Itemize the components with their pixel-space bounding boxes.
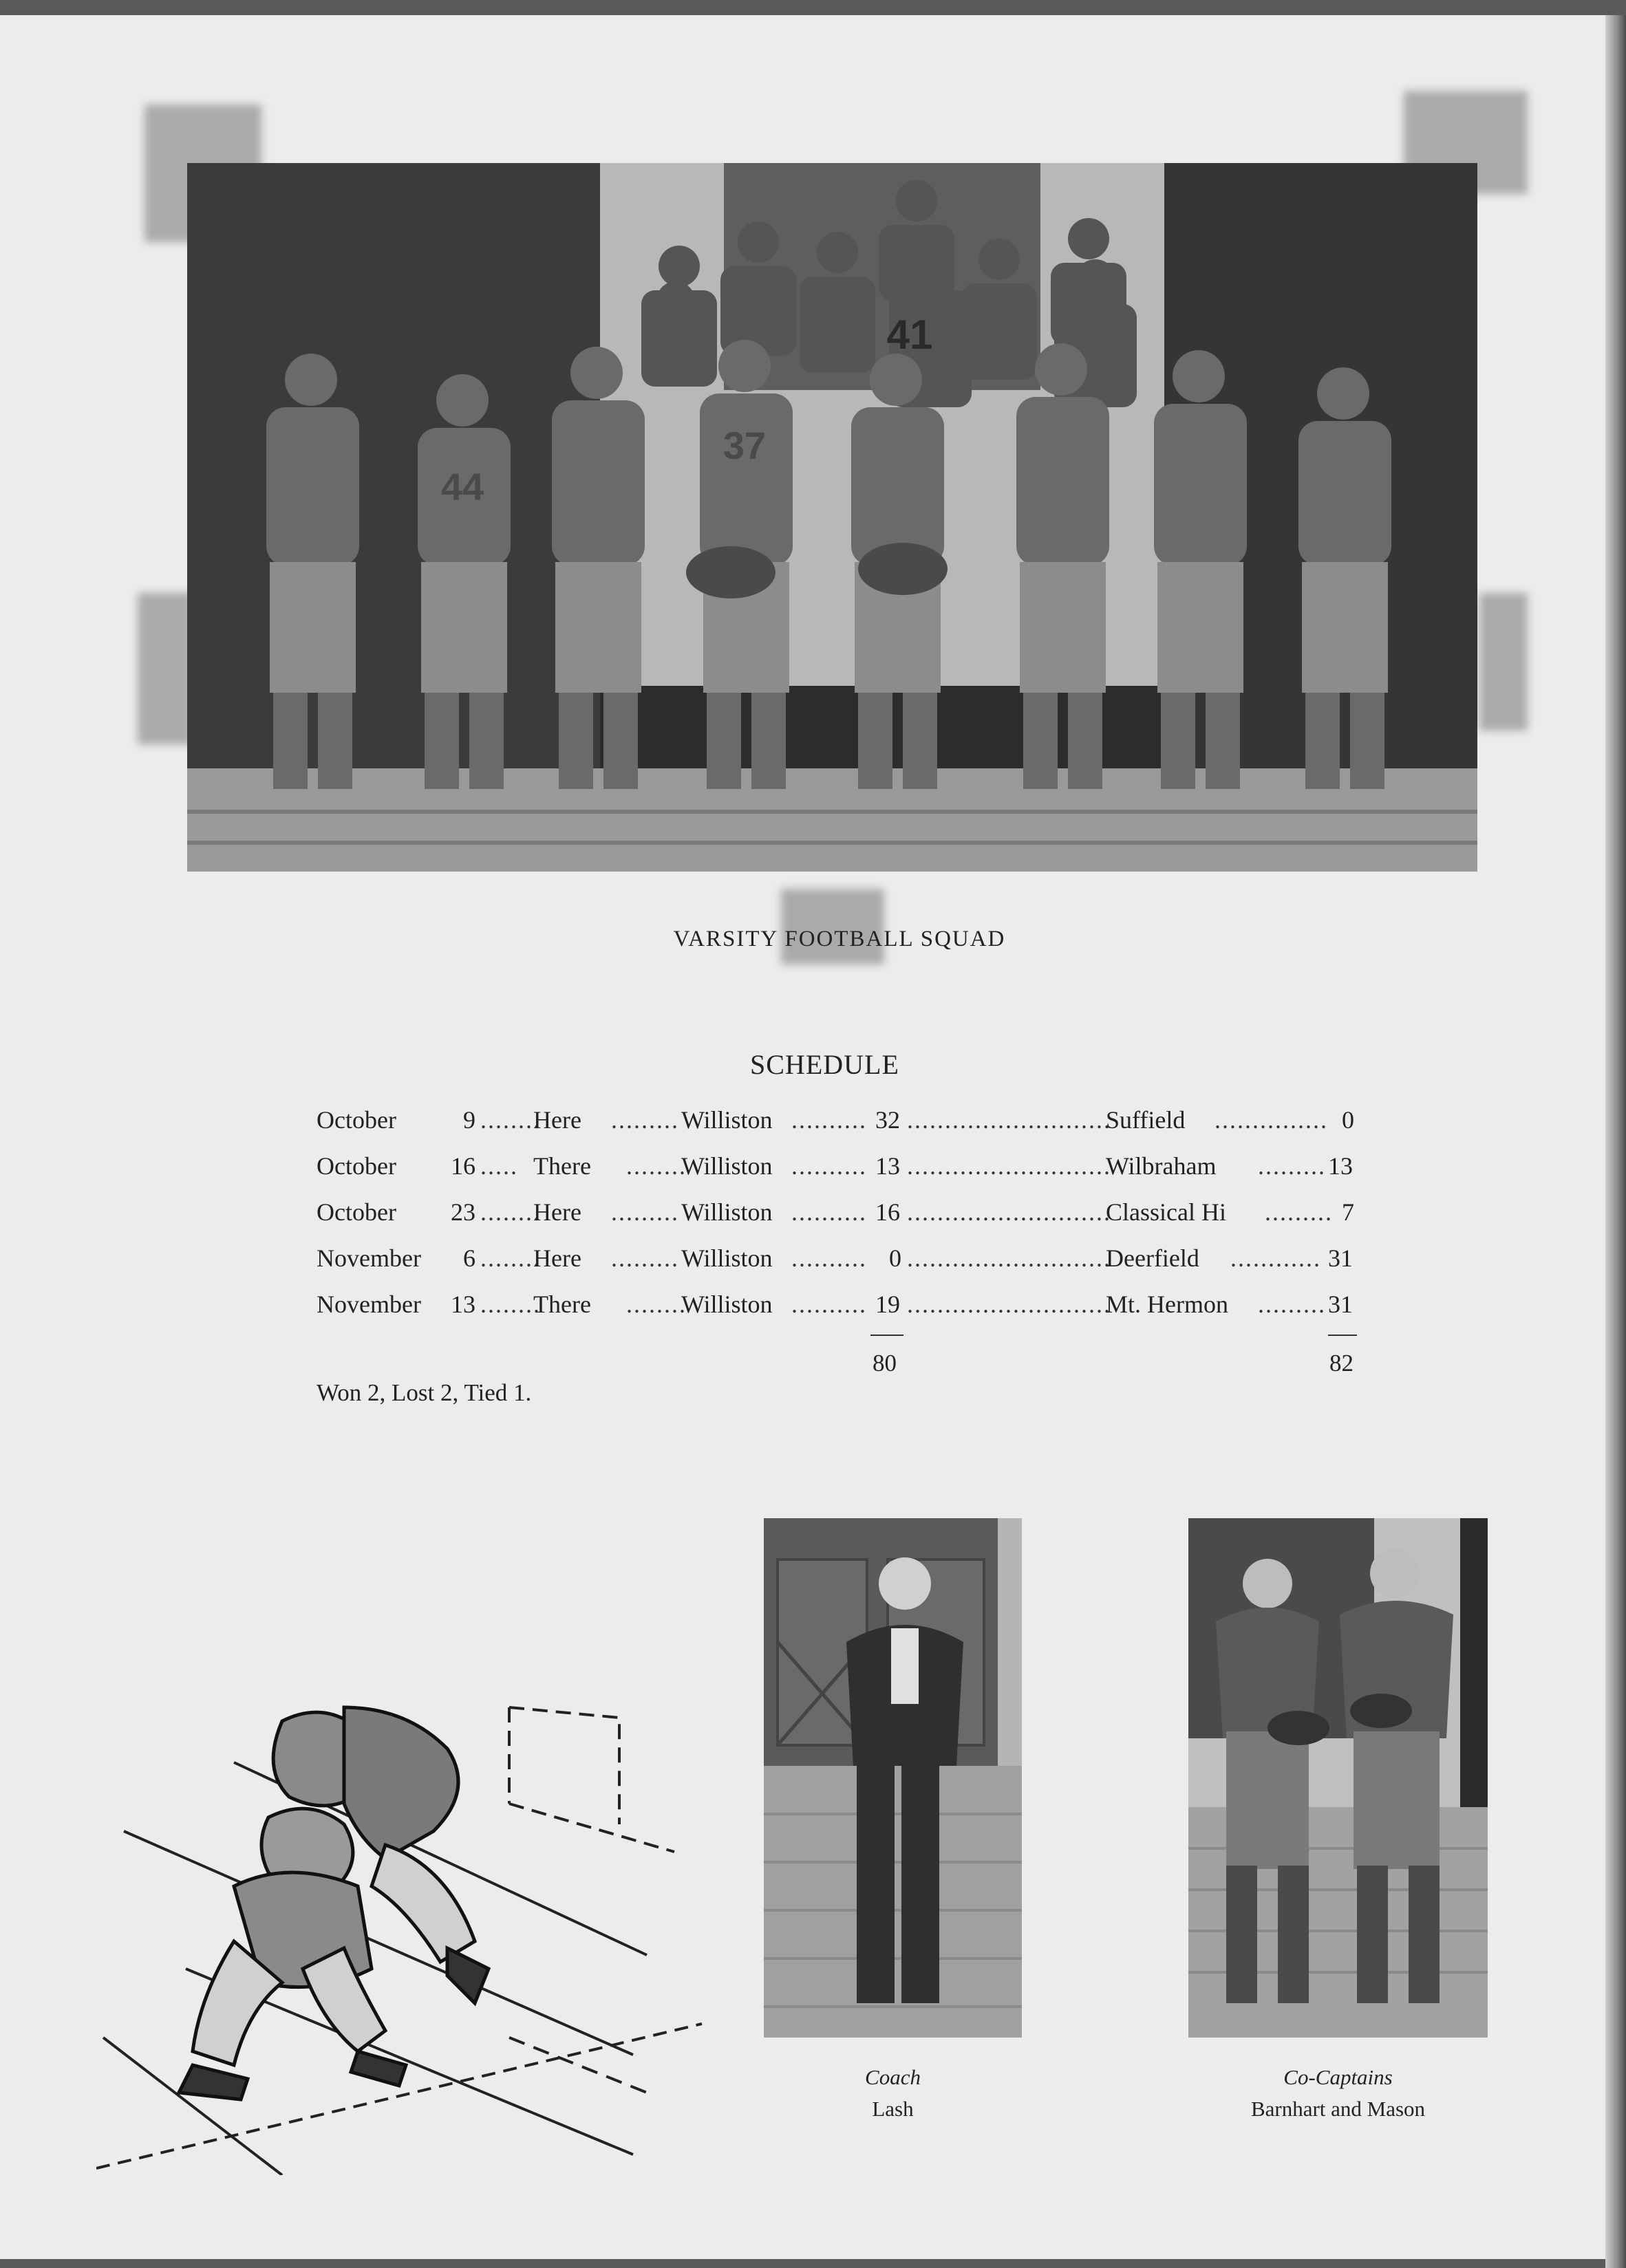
leader-dots: .......... (791, 1290, 867, 1318)
jersey-number-44: 44 (440, 465, 484, 508)
game-venue: Here (533, 1106, 581, 1134)
leader-dots: ......... (1258, 1290, 1326, 1318)
schedule-row (317, 1290, 1362, 1328)
team-score: 13 (875, 1152, 900, 1180)
schedule-row (317, 1105, 1362, 1144)
leader-dots: ............ (1230, 1244, 1321, 1272)
game-day: 13 (451, 1290, 475, 1318)
leader-dots: .......... (791, 1244, 867, 1272)
leader-dots: ........................... (907, 1290, 1111, 1318)
leader-dots: ........ (480, 1244, 541, 1272)
total-for: 80 (873, 1350, 897, 1376)
squad-photo (187, 163, 1477, 872)
schedule-title: SCHEDULE (750, 1049, 899, 1080)
leader-dots: ........ (480, 1198, 541, 1226)
opponent-name: Suffield (1106, 1106, 1186, 1134)
team-score: 19 (875, 1290, 900, 1318)
game-month: October (317, 1152, 396, 1180)
total-against: 82 (1329, 1350, 1354, 1376)
schedule-row (317, 1244, 1362, 1282)
co-captains-caption (1188, 2062, 1488, 2125)
leader-dots: ........ (480, 1106, 541, 1134)
leader-dots: ........................... (907, 1106, 1111, 1134)
opponent-name: Wilbraham (1106, 1152, 1217, 1180)
leader-dots: ......... (611, 1198, 679, 1226)
leader-dots: ........ (626, 1152, 687, 1180)
co-captains-photo (1188, 1518, 1488, 2038)
opponent-score: 7 (1342, 1198, 1354, 1226)
coach-name: Lash (872, 2097, 914, 2121)
game-day: 16 (451, 1152, 475, 1180)
team-name: Williston (681, 1290, 773, 1318)
leader-dots: ........................... (907, 1244, 1111, 1272)
opponent-name: Deerfield (1106, 1244, 1199, 1272)
game-venue: Here (533, 1244, 581, 1272)
leader-dots: ......... (611, 1106, 679, 1134)
coach-role: Coach (865, 2065, 921, 2089)
opponent-score: 0 (1342, 1106, 1354, 1134)
game-day: 23 (451, 1198, 475, 1226)
total-rule-right (1328, 1335, 1357, 1336)
coach-photo (764, 1518, 1022, 2038)
yearbook-page (0, 15, 1614, 2259)
team-score: 32 (875, 1106, 900, 1134)
game-day: 6 (463, 1244, 475, 1272)
leader-dots: ........ (480, 1290, 541, 1318)
leader-dots: ......... (1258, 1152, 1326, 1180)
season-record: Won 2, Lost 2, Tied 1. (317, 1379, 532, 1406)
game-venue: Here (533, 1198, 581, 1226)
game-venue: There (533, 1152, 591, 1180)
coach-caption (764, 2062, 1022, 2125)
game-month: November (317, 1290, 421, 1318)
jersey-number-41: 41 (886, 312, 933, 358)
jersey-number-37: 37 (723, 424, 767, 467)
game-month: October (317, 1198, 396, 1226)
team-name: Williston (681, 1244, 773, 1272)
team-score: 16 (875, 1198, 900, 1226)
game-month: November (317, 1244, 421, 1272)
leader-dots: ......... (1265, 1198, 1333, 1226)
leader-dots: ........................... (907, 1198, 1111, 1226)
page-edge-shadow (1605, 15, 1626, 2268)
leader-dots: ............... (1215, 1106, 1328, 1134)
opponent-name: Mt. Hermon (1106, 1290, 1228, 1318)
tape-smudge-right (1479, 593, 1528, 731)
team-name: Williston (681, 1106, 773, 1134)
tackle-illustration (96, 1680, 716, 2175)
leader-dots: ..... (480, 1152, 518, 1180)
leader-dots: .......... (791, 1106, 867, 1134)
total-rule-left (870, 1335, 903, 1336)
co-captains-role: Co-Captains (1283, 2065, 1393, 2089)
team-name: Williston (681, 1152, 773, 1180)
team-name: Williston (681, 1198, 773, 1226)
leader-dots: .......... (791, 1198, 867, 1226)
schedule-row (317, 1198, 1362, 1236)
leader-dots: ......... (611, 1244, 679, 1272)
leader-dots: ........................... (907, 1152, 1111, 1180)
game-day: 9 (463, 1106, 475, 1134)
leader-dots: ........ (626, 1290, 687, 1318)
leader-dots: .......... (791, 1152, 867, 1180)
co-captains-names: Barnhart and Mason (1250, 2097, 1426, 2121)
game-month: October (317, 1106, 396, 1134)
opponent-score: 13 (1328, 1152, 1353, 1180)
schedule-row (317, 1152, 1362, 1190)
opponent-score: 31 (1328, 1244, 1353, 1272)
opponent-name: Classical Hi (1106, 1198, 1226, 1226)
game-venue: There (533, 1290, 591, 1318)
squad-photo-caption: VARSITY FOOTBALL SQUAD (673, 927, 1006, 951)
opponent-score: 31 (1328, 1290, 1353, 1318)
team-score: 0 (889, 1244, 901, 1272)
tape-smudge-left (138, 593, 193, 744)
